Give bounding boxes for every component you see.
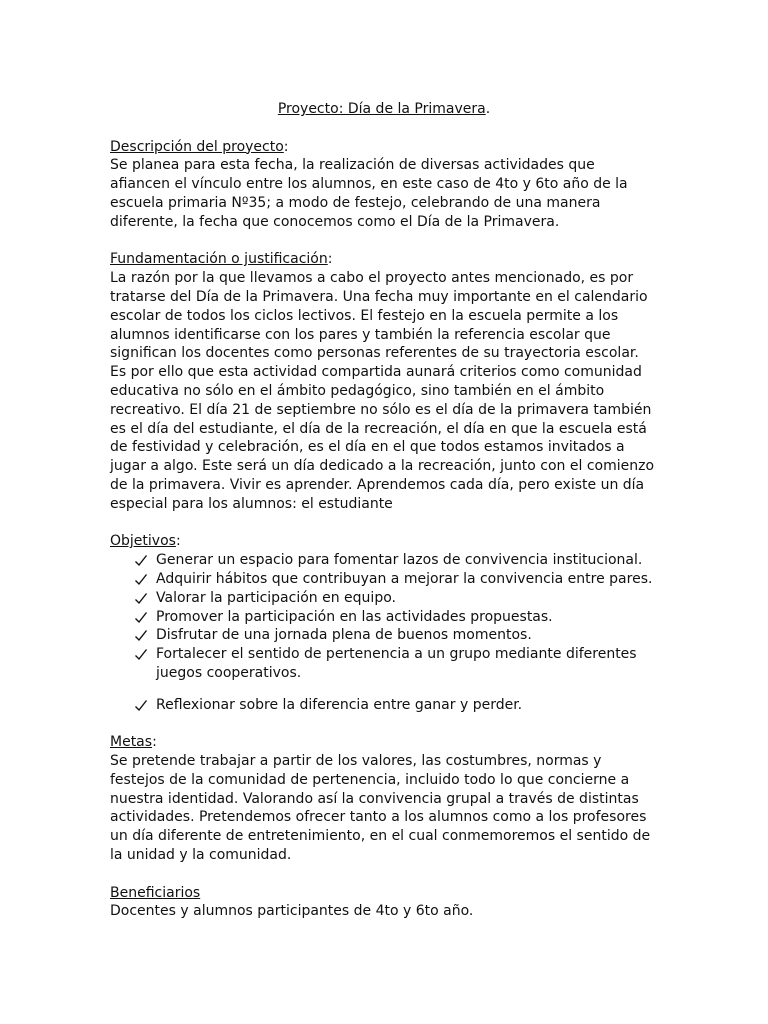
document-page [110, 100, 658, 940]
section-beneficiaries-heading-label: Beneficiarios [110, 884, 201, 901]
section-description-heading-colon: : [283, 138, 289, 155]
objective-item-text: Valorar la participación en equipo. [156, 589, 396, 606]
check-icon [134, 570, 148, 589]
section-goals-heading-label: Metas [110, 734, 153, 751]
section-objectives-heading [110, 532, 658, 551]
section-description-heading [110, 138, 658, 157]
objective-item [110, 696, 658, 715]
section-goals-heading [110, 733, 658, 752]
section-goals-text: Se pretende trabajar a partir de los valores, las costumbres, normas y festejos de la comunidad de pertenencia, incluido todo lo que concierne a nuestra identidad. Valorando así la convivencia grupal a través de distintas actividades. Pretendemos ofrecer tanto a los alumnos como a los profesores un día diferente de entretenimiento, en el cual conmemoremos el sentido de la unidad y la comunidad. [110, 753, 651, 864]
section-justification-heading-colon: : [327, 251, 333, 268]
section-description-text: Se planea para esta fecha, la realización de diversas actividades que afiancen el vínculo entre los alumnos, en este caso de 4to y 6to año de la escuela primaria Nº35; a modo de festejo, celebrando de una manera diferente, la fecha que conocemos como el Día de la Primavera. [110, 157, 628, 230]
section-justification-heading-label: Fundamentación o justificación [110, 251, 328, 268]
objective-item [110, 626, 658, 645]
objective-item [110, 551, 658, 570]
objective-item [110, 589, 658, 608]
objective-item [110, 608, 658, 627]
objective-item [110, 645, 658, 683]
objectives-list [110, 551, 658, 714]
check-icon [134, 645, 148, 664]
document-title-suffix: . [485, 101, 491, 117]
section-goals-heading-colon: : [152, 734, 157, 751]
check-icon [134, 551, 148, 570]
section-beneficiaries [110, 884, 658, 922]
section-justification [110, 250, 658, 513]
objective-item [110, 570, 658, 589]
section-beneficiaries-text: Docentes y alumnos participantes de 4to y 6to año. [110, 903, 474, 920]
check-icon [134, 608, 148, 627]
section-beneficiaries-heading [110, 884, 658, 903]
objective-item-text: Reflexionar sobre la diferencia entre ganar y perder. [156, 696, 523, 713]
check-icon [134, 696, 148, 715]
objective-item-text: Promover la participación en las actividades propuestas. [156, 608, 553, 625]
objective-item-text: Adquirir hábitos que contribuyan a mejorar la convivencia entre pares. [156, 570, 653, 587]
section-objectives-heading-colon: : [175, 533, 181, 550]
section-justification-heading [110, 250, 658, 269]
document-title-label: Proyecto: Día de la Primavera [277, 101, 486, 117]
check-icon [134, 589, 148, 608]
objective-item-text: Disfrutar de una jornada plena de buenos momentos. [156, 627, 532, 644]
objective-item-text: Fortalecer el sentido de pertenencia a un grupo mediante diferentes juegos cooperativos. [156, 646, 637, 681]
objective-item-text: Generar un espacio para fomentar lazos de convivencia institucional. [156, 552, 643, 569]
section-objectives [110, 532, 658, 714]
section-goals [110, 733, 658, 865]
check-icon [134, 626, 148, 645]
section-justification-text: La razón por la que llevamos a cabo el proyecto antes mencionado, es por tratarse del Día de la Primavera. Una fecha muy importante en el calendario escolar de todos los ciclos lectivos. El festejo en la escuela permite a los alumnos identificarse con los pares y también la referencia escolar que significan los docentes como personas referentes de su trayectoria escolar. Es por ello que esta actividad compartida aunará criterios como comunidad educativa no sólo en el ámbito pedagógico, sino también en el ámbito recreativo. El día 21 de septiembre no sólo es el día de la primavera también es el día del estudiante, el día de la recreación, el día en que la escuela está de festividad y celebración, es el día en el que todos estamos invitados a jugar a algo. Este será un día dedicado a la recreación, junto con el comienzo de la primavera. Vivir es aprender. Aprendemos cada día, pero existe un día especial para los alumnos: el estudiante [110, 270, 655, 512]
section-description [110, 138, 658, 232]
section-description-heading-label: Descripción del proyecto [110, 138, 284, 155]
section-objectives-heading-label: Objetivos [110, 533, 176, 550]
document-title [110, 100, 658, 119]
